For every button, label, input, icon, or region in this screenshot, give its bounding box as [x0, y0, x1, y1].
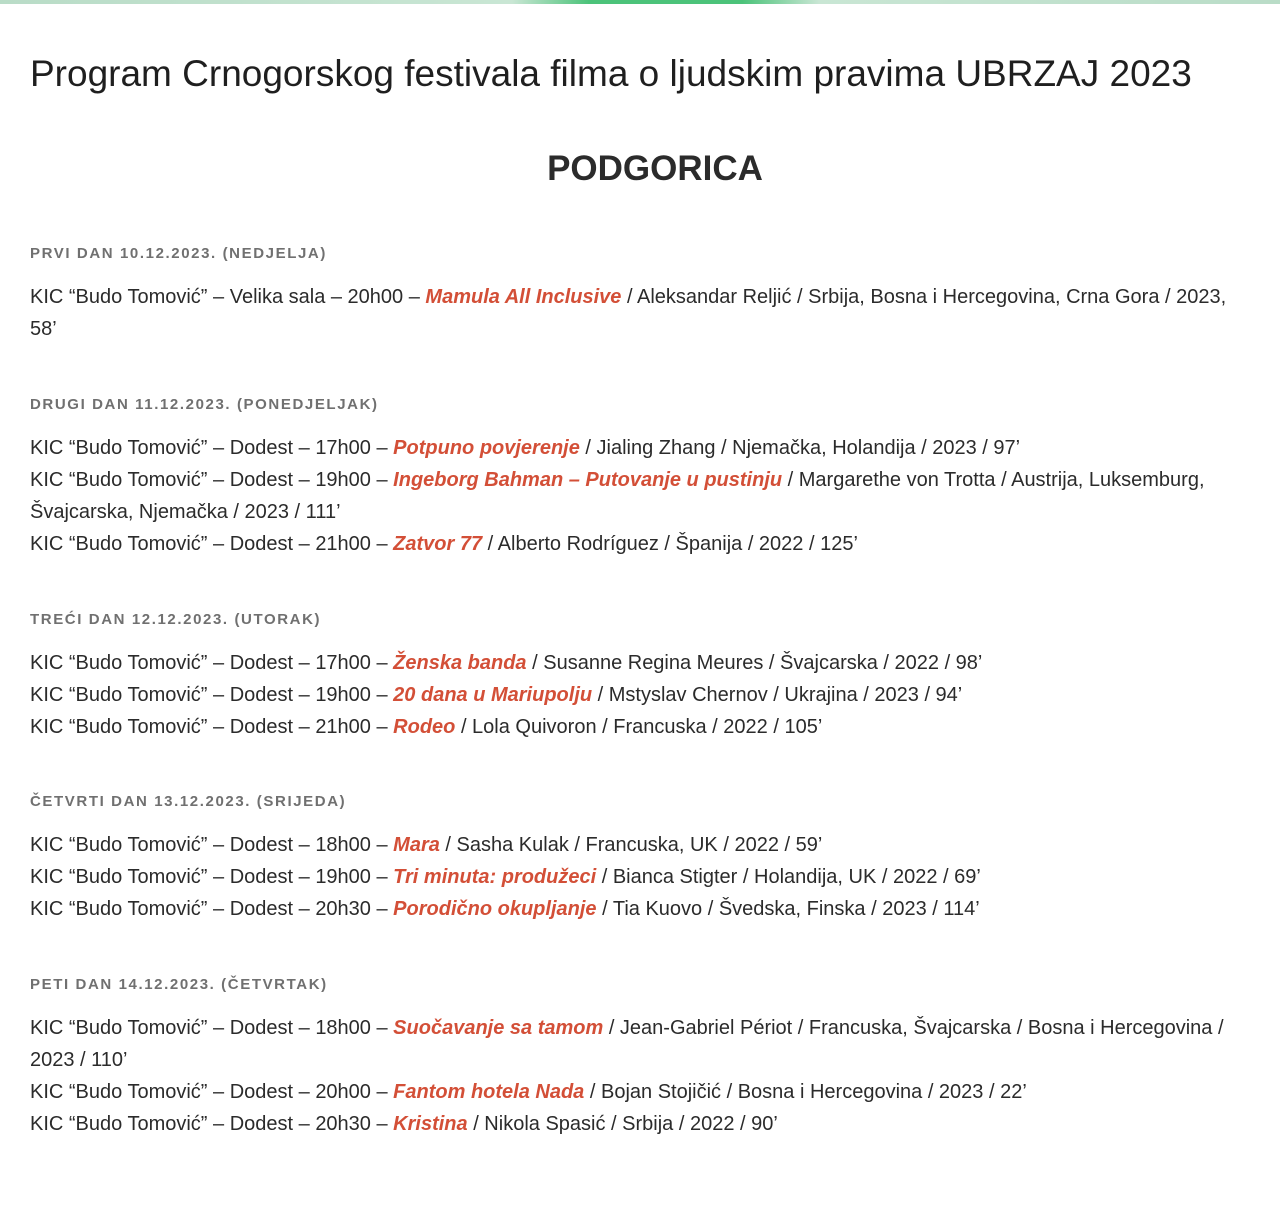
screening-details: / Aleksandar Reljić / Srbija, Bosna i Hercegovina, Crna Gora / 2023, 58’	[30, 286, 1227, 340]
screening-venue-time: KIC “Budo Tomović” – Dodest – 17h00 –	[30, 652, 394, 674]
screening-details: / Jialing Zhang / Njemačka, Holandija / 2023 / 97’	[579, 437, 1021, 459]
screening-details: / Bianca Stigter / Holandija, UK / 2022 / 69’	[596, 866, 981, 888]
screening-details: / Susanne Regina Meures / Švajcarska / 2022 / 98’	[526, 652, 983, 674]
screening-venue-time: KIC “Budo Tomović” – Dodest – 20h30 –	[30, 1113, 394, 1135]
screening-venue-time: KIC “Budo Tomović” – Dodest – 21h00 –	[30, 533, 394, 555]
screening-venue-time: KIC “Budo Tomović” – Dodest – 19h00 –	[30, 684, 394, 706]
screening-details: / Margarethe von Trotta / Austrija, Luksemburg, Švajcarska, Njemačka / 2023 / 111’	[30, 469, 1205, 523]
screening-list	[30, 829, 1255, 925]
film-title-link[interactable]: Zatvor 77	[393, 533, 483, 555]
screening-venue-time: KIC “Budo Tomović” – Dodest – 19h00 –	[30, 866, 394, 888]
screening-entry	[30, 861, 1255, 893]
day-heading: PETI DAN 14.12.2023. (ČETVRTAK)	[30, 976, 328, 993]
screening-entry	[30, 1076, 1255, 1108]
screening-list	[30, 647, 1255, 743]
film-title-link[interactable]: Suočavanje sa tamom	[393, 1017, 604, 1039]
screening-details: / Lola Quivoron / Francuska / 2022 / 105’	[455, 716, 823, 738]
screening-venue-time: KIC “Budo Tomović” – Velika sala – 20h00 –	[30, 286, 426, 308]
screening-entry	[30, 281, 1255, 345]
screening-entry	[30, 829, 1255, 861]
screening-venue-time: KIC “Budo Tomović” – Dodest – 20h00 –	[30, 1081, 394, 1103]
screening-details: / Sasha Kulak / Francuska, UK / 2022 / 59’	[439, 834, 823, 856]
screening-venue-time: KIC “Budo Tomović” – Dodest – 20h30 –	[30, 898, 394, 920]
screening-venue-time: KIC “Budo Tomović” – Dodest – 19h00 –	[30, 469, 394, 491]
film-title-link[interactable]: Mamula All Inclusive	[425, 286, 622, 308]
day-heading: DRUGI DAN 11.12.2023. (PONEDJELJAK)	[30, 396, 379, 413]
day-section-1	[30, 245, 1255, 345]
screening-venue-time: KIC “Budo Tomović” – Dodest – 17h00 –	[30, 437, 394, 459]
day-heading: TREĆI DAN 12.12.2023. (UTORAK)	[30, 611, 322, 628]
film-title-link[interactable]: Rodeo	[393, 716, 456, 738]
screening-details: / Tia Kuovo / Švedska, Finska / 2023 / 114’	[596, 898, 980, 920]
day-section-4	[30, 793, 1255, 925]
film-title-link[interactable]: Mara	[393, 834, 440, 856]
screening-details: / Nikola Spasić / Srbija / 2022 / 90’	[467, 1113, 778, 1135]
screening-details: / Mstyslav Chernov / Ukrajina / 2023 / 94’	[592, 684, 963, 706]
day-heading: PRVI DAN 10.12.2023. (NEDJELJA)	[30, 245, 327, 262]
screening-entry	[30, 647, 1255, 679]
day-section-5	[30, 976, 1255, 1140]
film-title-link[interactable]: Potpuno povjerenje	[393, 437, 580, 459]
screening-list	[30, 281, 1255, 345]
screening-details: / Bojan Stojičić / Bosna i Hercegovina / 2023 / 22’	[584, 1081, 1027, 1103]
screening-list	[30, 432, 1255, 560]
screening-list	[30, 1012, 1255, 1140]
day-section-2	[30, 396, 1255, 560]
film-title-link[interactable]: Fantom hotela Nada	[393, 1081, 585, 1103]
day-section-3	[30, 611, 1255, 743]
film-title-link[interactable]: Ingeborg Bahman – Putovanje u pustinju	[393, 469, 783, 491]
film-title-link[interactable]: Ženska banda	[393, 652, 527, 674]
screening-entry	[30, 711, 1255, 743]
screening-details: / Alberto Rodríguez / Španija / 2022 / 125’	[482, 533, 858, 555]
page-title: Program Crnogorskog festivala filma o ljudskim pravima UBRZAJ 2023	[30, 53, 1192, 94]
film-title-link[interactable]: Porodično okupljanje	[393, 898, 597, 920]
screening-venue-time: KIC “Budo Tomović” – Dodest – 18h00 –	[30, 834, 394, 856]
screening-entry	[30, 1108, 1255, 1140]
film-title-link[interactable]: 20 dana u Mariupolju	[393, 684, 593, 706]
city-title: PODGORICA	[547, 149, 763, 188]
screening-entry	[30, 432, 1255, 464]
day-heading: ČETVRTI DAN 13.12.2023. (SRIJEDA)	[30, 793, 347, 810]
screening-details: / Jean-Gabriel Périot / Francuska, Švajcarska / Bosna i Hercegovina / 2023 / 110’	[30, 1017, 1224, 1071]
screening-entry	[30, 464, 1255, 528]
screening-entry	[30, 528, 1255, 560]
top-accent-strip	[0, 0, 1280, 4]
film-title-link[interactable]: Kristina	[393, 1113, 468, 1135]
screening-venue-time: KIC “Budo Tomović” – Dodest – 18h00 –	[30, 1017, 394, 1039]
film-title-link[interactable]: Tri minuta: produžeci	[393, 866, 597, 888]
screening-entry	[30, 1012, 1255, 1076]
screening-venue-time: KIC “Budo Tomović” – Dodest – 21h00 –	[30, 716, 394, 738]
screening-entry	[30, 679, 1255, 711]
screening-entry	[30, 893, 1255, 925]
